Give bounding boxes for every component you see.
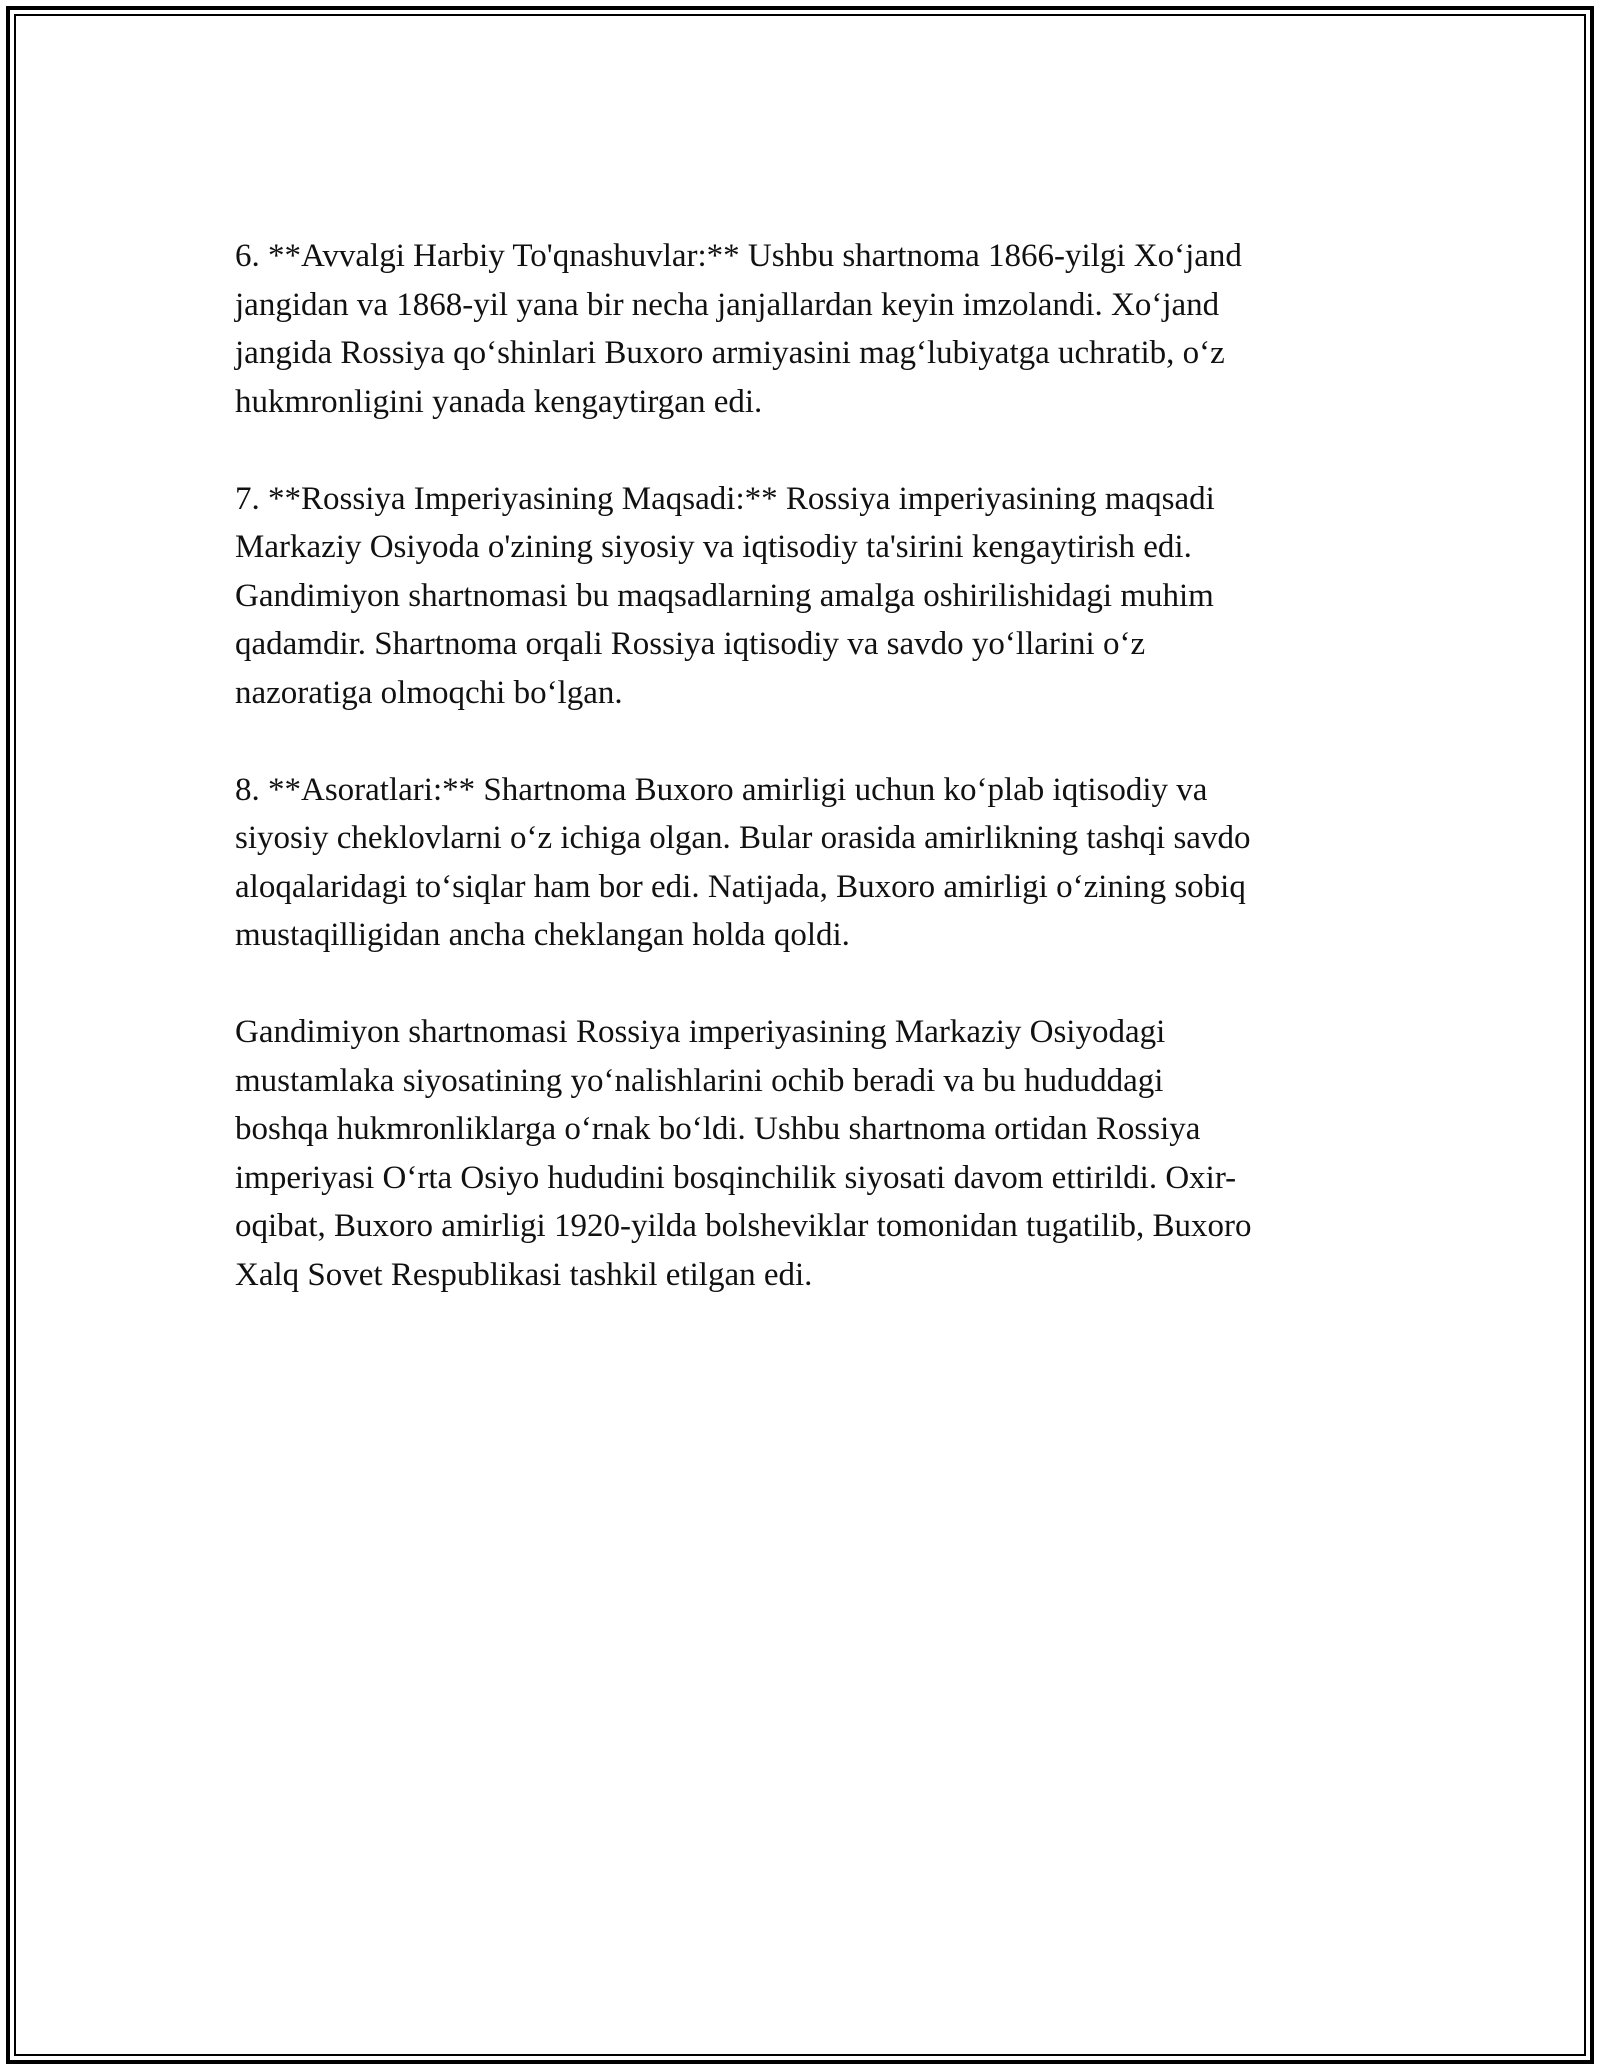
paragraph-rossiya-maqsadi: 7. **Rossiya Imperiyasining Maqsadi:** Rossiya imperiyasining maqsadi Markaziy Osiyoda o'zining siyosiy va iqtisodiy ta'sirini kengaytirish edi. Gandimiyon shartnomasi bu maqsadlarning amalga oshirilishidagi muhim qadamdir. Shartnoma orqali Rossiya iqtisodiy va savdo yoʻllarini oʻz nazoratiga olmoqchi boʻlgan. — [235, 480, 1215, 711]
paragraph-avvalgi-harbiy: 6. **Avvalgi Harbiy To'qnashuvlar:** Ushbu shartnoma 1866-yilgi Xoʻjand jangidan va 1868-yil yana bir necha janjallardan keyin imzolandi. Xoʻjand jangida Rossiya qoʻshinlari Buxoro armiyasini magʻlubiyatga uchratib, oʻz hukmronligini yanada kengaytirgan edi. — [235, 238, 1242, 420]
paragraph-conclusion: Gandimiyon shartnomasi Rossiya imperiyasining Markaziy Osiyodagi mustamlaka siyosatining yoʻnalishlarini ochib beradi va bu hududdagi boshqa hukmronliklarga oʻrnak boʻldi. Ushbu shartnoma ortidan Rossiya imperiyasi Oʻrta Osiyo hududini bosqinchilik siyosati davom ettirildi. Oxir- oqibat, Buxoro amirligi 1920-yilda bolsheviklar tomonidan tugatilib, Buxoro Xalq Sovet Respublikasi tashkil etilgan edi. — [235, 1014, 1252, 1293]
document-body — [235, 232, 1375, 1348]
paragraph-asoratlari: 8. **Asoratlari:** Shartnoma Buxoro amirligi uchun koʻplab iqtisodiy va siyosiy cheklovlarni oʻz ichiga olgan. Bular orasida amirlikning tashqi savdo aloqalaridagi toʻsiqlar ham bor edi. Natijada, Buxoro amirligi oʻzining sobiq mustaqilligidan ancha cheklangan holda qoldi. — [235, 771, 1251, 953]
